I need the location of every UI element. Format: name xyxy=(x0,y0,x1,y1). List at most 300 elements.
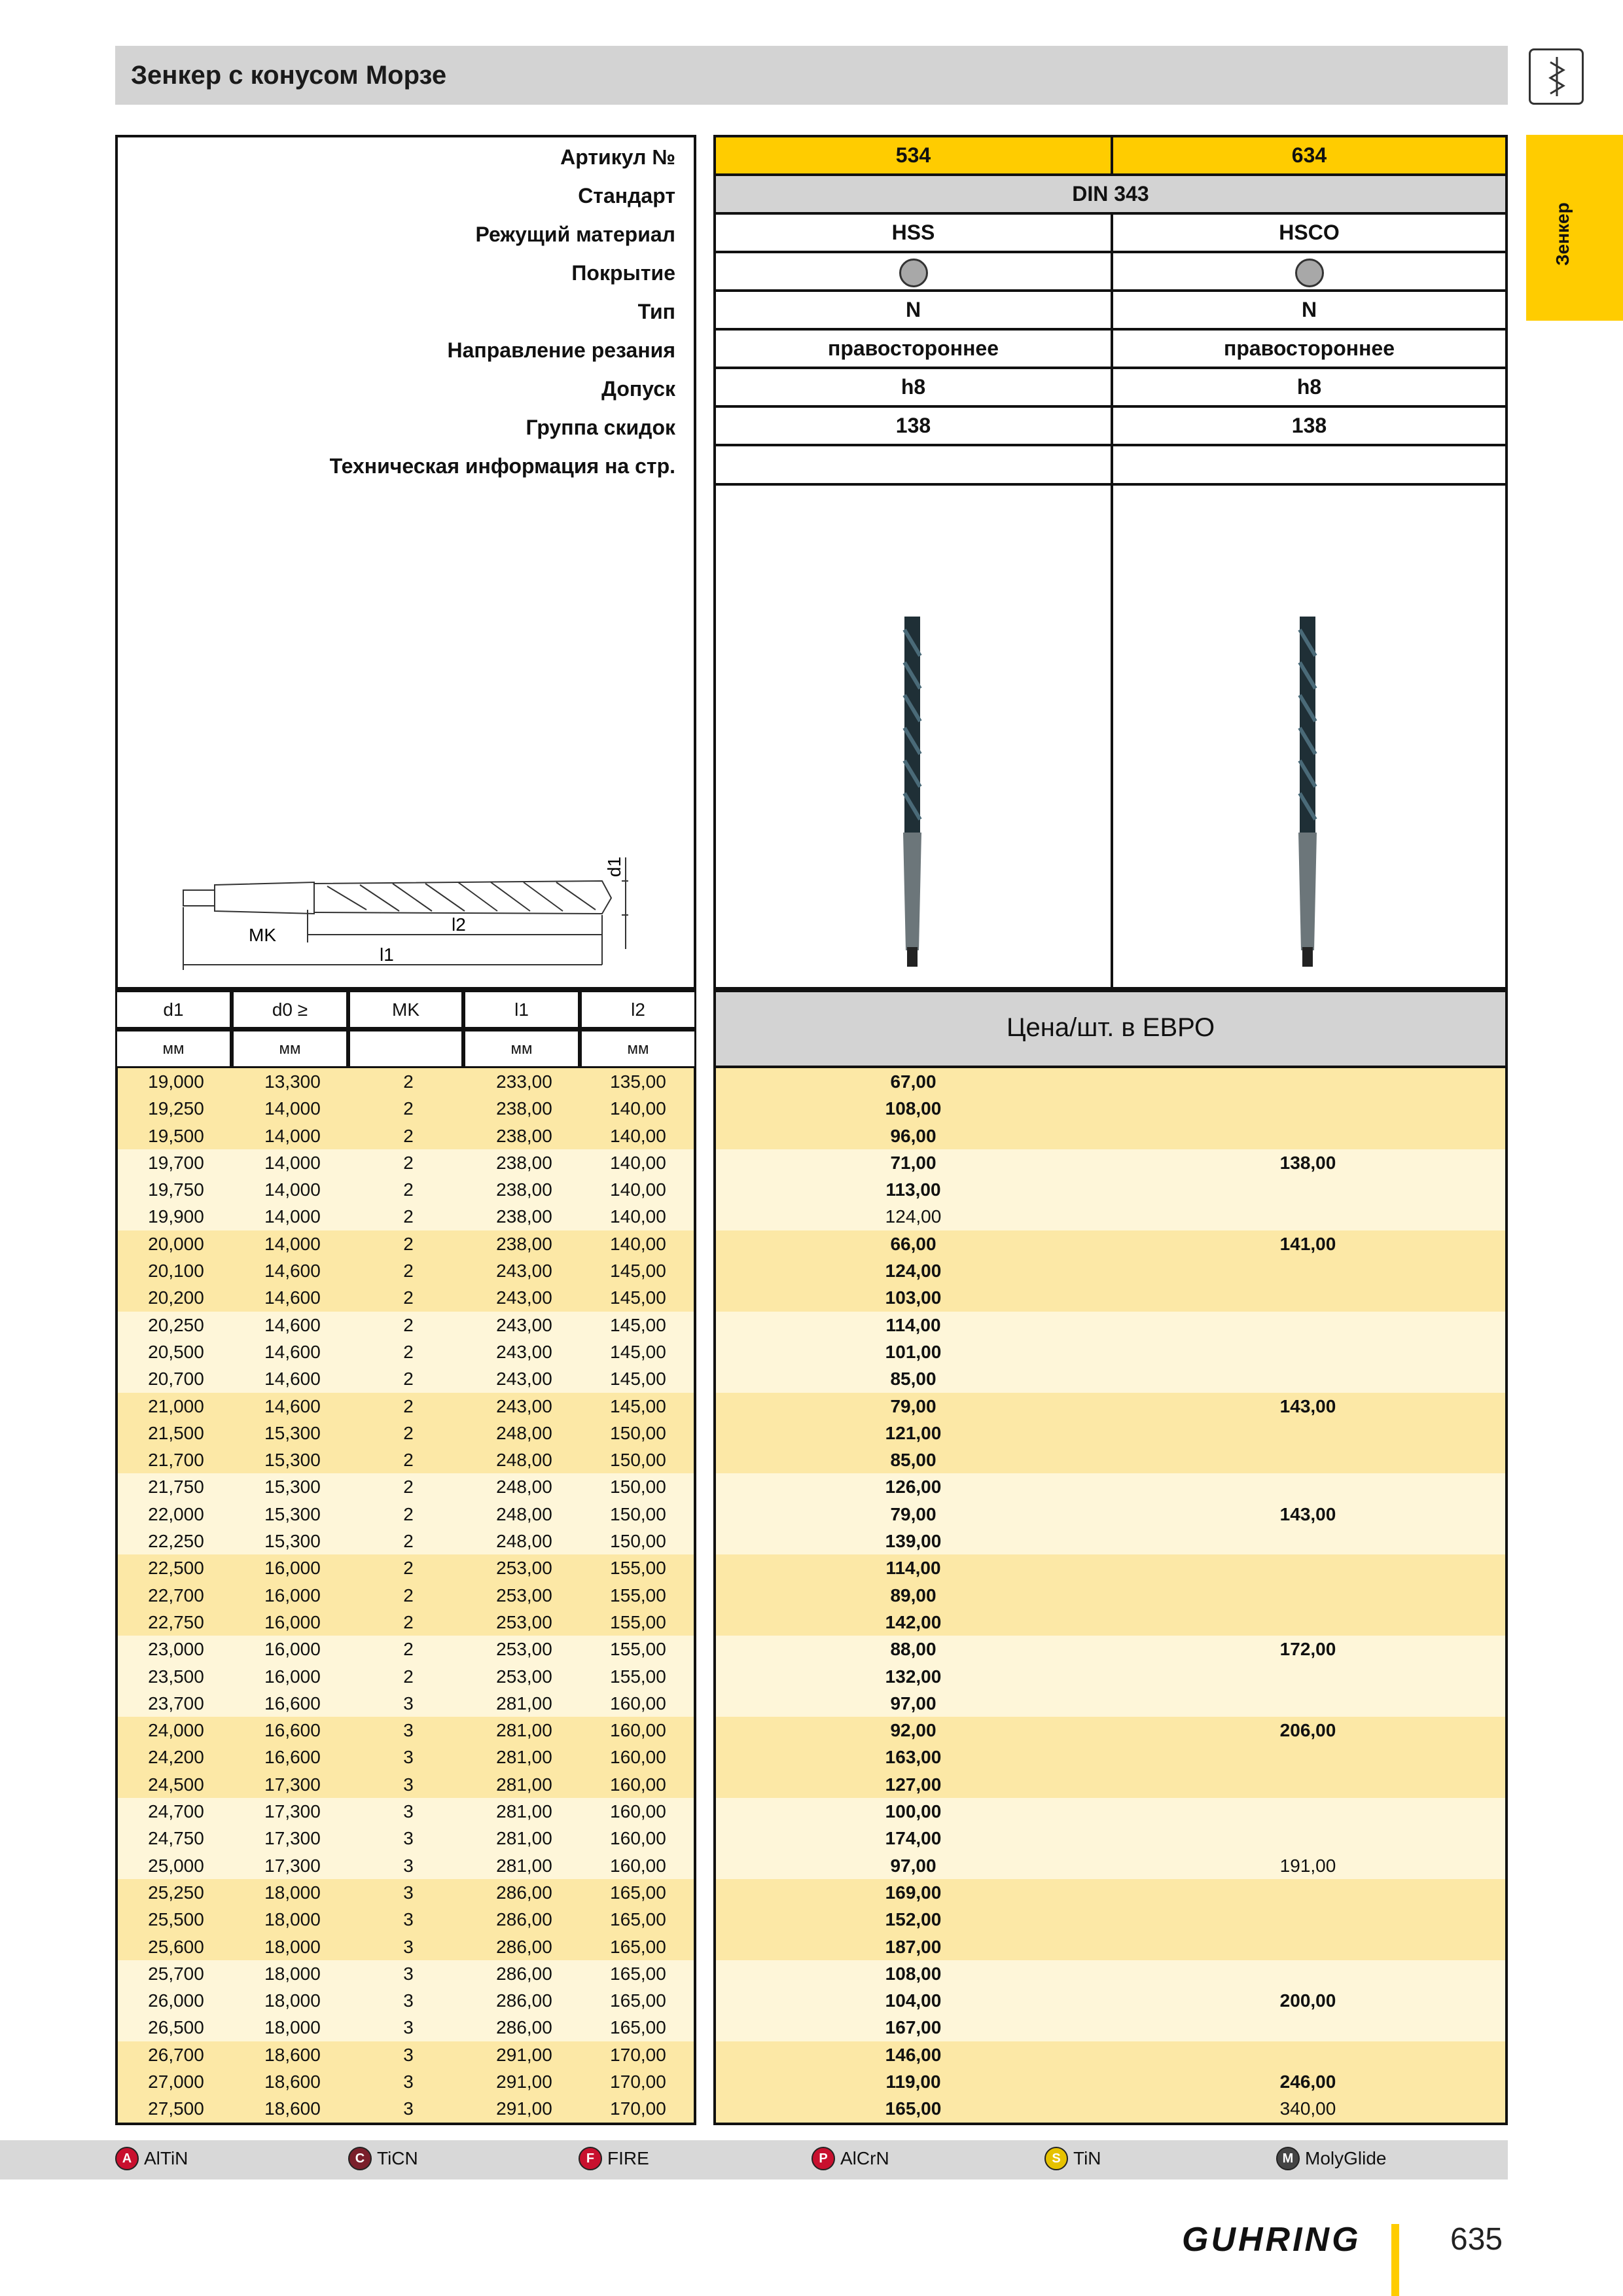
coating-label: TiCN xyxy=(377,2148,418,2168)
table-cell: 3 xyxy=(403,1963,414,1984)
unit-l1: мм xyxy=(463,1029,580,1068)
direction-634: правостороннее xyxy=(1113,331,1505,369)
table-row xyxy=(118,2095,694,2122)
article-634[interactable]: 634 xyxy=(1113,137,1505,176)
table-cell: 291,00 xyxy=(496,2098,552,2119)
table-cell: 2 xyxy=(403,1503,414,1524)
label-type: Тип xyxy=(637,300,675,323)
coating-alcrn xyxy=(812,2147,889,2170)
table-cell: 24,500 xyxy=(148,1774,204,1795)
table-cell: 22,750 xyxy=(148,1611,204,1632)
price-634[interactable]: 191,00 xyxy=(1279,1855,1336,1876)
price-534[interactable]: 71,00 xyxy=(890,1152,936,1173)
table-cell: 155,00 xyxy=(610,1558,666,1579)
table-cell: 21,000 xyxy=(148,1395,204,1416)
table-cell: 2 xyxy=(403,1531,414,1552)
table-cell: 248,00 xyxy=(496,1531,552,1552)
price-534[interactable]: 187,00 xyxy=(885,1936,942,1957)
price-634[interactable]: 206,00 xyxy=(1279,1720,1336,1741)
table-cell: 14,000 xyxy=(264,1206,321,1227)
table-cell: 281,00 xyxy=(496,1747,552,1768)
table-cell: 21,700 xyxy=(148,1450,204,1471)
table-cell: 281,00 xyxy=(496,1801,552,1822)
price-634[interactable]: 143,00 xyxy=(1279,1503,1336,1524)
label-coating: Покрытие xyxy=(571,261,675,285)
table-cell: 281,00 xyxy=(496,1720,552,1741)
table-cell: 145,00 xyxy=(610,1341,666,1362)
table-cell: 3 xyxy=(403,2071,414,2092)
price-row xyxy=(716,2095,1505,2122)
table-cell: 16,000 xyxy=(264,1611,321,1632)
table-cell: 27,000 xyxy=(148,2071,204,2092)
drawing-label-l1: l1 xyxy=(380,944,394,965)
table-cell: 165,00 xyxy=(610,2017,666,2038)
header-d0: d0 ≥ xyxy=(232,990,348,1029)
price-row xyxy=(716,1203,1505,1230)
table-row xyxy=(118,1068,694,1095)
material-634: HSCO xyxy=(1113,215,1505,253)
price-row xyxy=(716,1636,1505,1662)
table-cell: 160,00 xyxy=(610,1801,666,1822)
price-534[interactable]: 89,00 xyxy=(890,1585,936,1605)
price-534[interactable]: 85,00 xyxy=(890,1369,936,1390)
image-divider xyxy=(1111,486,1113,987)
price-534[interactable]: 142,00 xyxy=(885,1611,942,1632)
discount-534: 138 xyxy=(716,408,1113,446)
table-cell: 18,000 xyxy=(264,1936,321,1957)
price-row xyxy=(716,2068,1505,2095)
table-row xyxy=(118,2014,694,2041)
table-row xyxy=(118,1230,694,1257)
countersink-534-image xyxy=(893,617,932,970)
price-row xyxy=(716,1609,1505,1636)
table-cell: 18,000 xyxy=(264,1882,321,1903)
page-number: 635 xyxy=(1450,2222,1503,2257)
table-cell: 24,700 xyxy=(148,1801,204,1822)
table-cell: 27,500 xyxy=(148,2098,204,2119)
table-cell: 145,00 xyxy=(610,1261,666,1282)
table-cell: 16,000 xyxy=(264,1558,321,1579)
table-cell: 14,600 xyxy=(264,1287,321,1308)
table-row xyxy=(118,1933,694,1960)
table-row xyxy=(118,2041,694,2068)
coating-534 xyxy=(716,253,1113,292)
price-534[interactable]: 163,00 xyxy=(885,1747,942,1768)
price-534[interactable]: 96,00 xyxy=(890,1125,936,1146)
price-534[interactable]: 132,00 xyxy=(885,1666,942,1687)
price-row xyxy=(716,1473,1505,1500)
price-534[interactable]: 67,00 xyxy=(890,1071,936,1092)
price-row xyxy=(716,1879,1505,1906)
price-534[interactable]: 101,00 xyxy=(885,1341,942,1362)
table-cell: 3 xyxy=(403,2044,414,2065)
price-534[interactable]: 152,00 xyxy=(885,1909,942,1930)
price-534[interactable]: 169,00 xyxy=(885,1882,942,1903)
table-cell: 17,300 xyxy=(264,1801,321,1822)
table-cell: 14,600 xyxy=(264,1261,321,1282)
price-row xyxy=(716,1528,1505,1554)
price-row xyxy=(716,1176,1505,1203)
table-cell: 3 xyxy=(403,1747,414,1768)
price-row xyxy=(716,1690,1505,1717)
coating-legend xyxy=(0,2140,1508,2179)
coating-label: AlCrN xyxy=(840,2148,889,2168)
table-row xyxy=(118,1717,694,1744)
price-534[interactable]: 97,00 xyxy=(890,1855,936,1876)
table-cell: 3 xyxy=(403,1774,414,1795)
price-634[interactable]: 141,00 xyxy=(1279,1233,1336,1254)
coating-label: FIRE xyxy=(607,2148,649,2168)
table-cell: 15,300 xyxy=(264,1422,321,1443)
price-534[interactable]: 114,00 xyxy=(885,1314,941,1335)
table-cell: 14,600 xyxy=(264,1369,321,1390)
drawing-label-mk: MK xyxy=(249,925,276,945)
price-row xyxy=(716,1906,1505,1933)
table-cell: 3 xyxy=(403,1720,414,1741)
tool-technical-drawing xyxy=(170,831,641,982)
drawing-label-l2: l2 xyxy=(452,914,466,935)
table-row xyxy=(118,1798,694,1825)
price-534[interactable]: 124,00 xyxy=(885,1261,942,1282)
table-cell: 25,500 xyxy=(148,1909,204,1930)
table-cell: 22,250 xyxy=(148,1531,204,1552)
table-cell: 20,000 xyxy=(148,1233,204,1254)
discount-634: 138 xyxy=(1113,408,1505,446)
price-634[interactable]: 172,00 xyxy=(1279,1639,1336,1660)
table-cell: 170,00 xyxy=(610,2044,666,2065)
table-cell: 3 xyxy=(403,2017,414,2038)
table-cell: 24,750 xyxy=(148,1828,204,1849)
table-cell: 155,00 xyxy=(610,1611,666,1632)
table-cell: 155,00 xyxy=(610,1585,666,1605)
type-534: N xyxy=(716,292,1113,331)
table-cell: 17,300 xyxy=(264,1828,321,1849)
price-534[interactable]: 100,00 xyxy=(885,1801,942,1822)
table-cell: 248,00 xyxy=(496,1450,552,1471)
table-cell: 145,00 xyxy=(610,1314,666,1335)
table-cell: 14,000 xyxy=(264,1179,321,1200)
table-cell: 14,000 xyxy=(264,1098,321,1119)
table-cell: 233,00 xyxy=(496,1071,552,1092)
table-cell: 22,500 xyxy=(148,1558,204,1579)
table-cell: 18,000 xyxy=(264,1990,321,2011)
table-cell: 253,00 xyxy=(496,1558,552,1579)
price-534[interactable]: 127,00 xyxy=(885,1774,942,1795)
table-row xyxy=(118,1554,694,1581)
price-534[interactable]: 126,00 xyxy=(885,1477,942,1498)
table-cell: 2 xyxy=(403,1422,414,1443)
table-cell: 18,000 xyxy=(264,1909,321,1930)
table-cell: 243,00 xyxy=(496,1287,552,1308)
price-row xyxy=(716,1393,1505,1420)
table-cell: 253,00 xyxy=(496,1666,552,1687)
price-row xyxy=(716,1501,1505,1528)
price-534[interactable]: 113,00 xyxy=(885,1179,941,1200)
article-534[interactable]: 534 xyxy=(716,137,1113,176)
price-rows xyxy=(713,1068,1508,2125)
fire-icon: F xyxy=(579,2147,602,2170)
table-cell: 19,250 xyxy=(148,1098,204,1119)
table-cell: 16,600 xyxy=(264,1720,321,1741)
table-cell: 20,250 xyxy=(148,1314,204,1335)
unit-d1: мм xyxy=(115,1029,232,1068)
table-row xyxy=(118,1095,694,1122)
table-cell: 14,600 xyxy=(264,1395,321,1416)
header-d1: d1 xyxy=(115,990,232,1029)
molyglide-icon: M xyxy=(1276,2147,1300,2170)
direction-534: правостороннее xyxy=(716,331,1113,369)
standard-cell: DIN 343 xyxy=(716,176,1505,215)
material-534: HSS xyxy=(716,215,1113,253)
price-534[interactable]: 165,00 xyxy=(885,2098,942,2119)
price-534[interactable]: 88,00 xyxy=(890,1639,936,1660)
table-cell: 150,00 xyxy=(610,1450,666,1471)
table-cell: 25,700 xyxy=(148,1963,204,1984)
table-cell: 24,200 xyxy=(148,1747,204,1768)
table-row xyxy=(118,1338,694,1365)
table-cell: 170,00 xyxy=(610,2071,666,2092)
table-cell: 25,250 xyxy=(148,1882,204,1903)
table-cell: 2 xyxy=(403,1233,414,1254)
table-cell: 253,00 xyxy=(496,1585,552,1605)
table-cell: 2 xyxy=(403,1206,414,1227)
table-cell: 2 xyxy=(403,1477,414,1498)
table-cell: 3 xyxy=(403,1693,414,1713)
table-cell: 14,600 xyxy=(264,1341,321,1362)
side-tab[interactable] xyxy=(1526,135,1623,321)
table-cell: 23,500 xyxy=(148,1666,204,1687)
dimension-rows xyxy=(115,1068,696,2125)
price-534[interactable]: 97,00 xyxy=(890,1693,936,1713)
table-cell: 140,00 xyxy=(610,1206,666,1227)
table-cell: 2 xyxy=(403,1369,414,1390)
label-direction: Направление резания xyxy=(447,338,675,362)
table-cell: 19,700 xyxy=(148,1152,204,1173)
side-tab-label: Зенкер xyxy=(1552,202,1573,266)
price-534[interactable]: 174,00 xyxy=(885,1828,942,1849)
table-row xyxy=(118,1420,694,1446)
table-cell: 145,00 xyxy=(610,1369,666,1390)
table-cell: 23,700 xyxy=(148,1693,204,1713)
table-cell: 21,750 xyxy=(148,1477,204,1498)
label-standard: Стандарт xyxy=(578,184,675,207)
price-534[interactable]: 79,00 xyxy=(890,1395,936,1416)
table-row xyxy=(118,1987,694,2014)
techinfo-534[interactable] xyxy=(716,446,1113,486)
product-images xyxy=(716,486,1505,987)
table-row xyxy=(118,1879,694,1906)
table-row xyxy=(118,1203,694,1230)
table-cell: 165,00 xyxy=(610,1936,666,1957)
techinfo-634[interactable] xyxy=(1113,446,1505,486)
table-cell: 140,00 xyxy=(610,1233,666,1254)
price-row xyxy=(716,1122,1505,1149)
table-cell: 253,00 xyxy=(496,1611,552,1632)
price-row xyxy=(716,1987,1505,2014)
table-cell: 140,00 xyxy=(610,1125,666,1146)
label-tech-info: Техническая информация на стр. xyxy=(329,454,675,478)
brand-logo: GUHRING xyxy=(1182,2221,1361,2259)
table-cell: 3 xyxy=(403,1801,414,1822)
table-cell: 286,00 xyxy=(496,1990,552,2011)
table-row xyxy=(118,1960,694,1987)
table-cell: 150,00 xyxy=(610,1477,666,1498)
price-534[interactable]: 92,00 xyxy=(890,1720,936,1741)
type-634: N xyxy=(1113,292,1505,331)
price-row xyxy=(716,1744,1505,1770)
table-cell: 160,00 xyxy=(610,1855,666,1876)
table-cell: 2 xyxy=(403,1639,414,1660)
table-cell: 248,00 xyxy=(496,1503,552,1524)
table-row xyxy=(118,1312,694,1338)
table-cell: 248,00 xyxy=(496,1422,552,1443)
table-row xyxy=(118,1582,694,1609)
price-534[interactable]: 79,00 xyxy=(890,1503,936,1524)
table-cell: 2 xyxy=(403,1666,414,1687)
table-cell: 16,000 xyxy=(264,1666,321,1687)
price-header-label: Цена/шт. в ЕВРО xyxy=(1006,1013,1215,1042)
table-cell: 19,900 xyxy=(148,1206,204,1227)
coating-label: AlTiN xyxy=(144,2148,188,2168)
table-cell: 281,00 xyxy=(496,1828,552,1849)
label-tolerance: Допуск xyxy=(601,377,675,401)
table-cell: 3 xyxy=(403,1855,414,1876)
table-cell: 248,00 xyxy=(496,1477,552,1498)
table-cell: 22,000 xyxy=(148,1503,204,1524)
label-discount-group: Группа скидок xyxy=(526,416,675,439)
table-cell: 18,000 xyxy=(264,1963,321,1984)
table-cell: 15,300 xyxy=(264,1477,321,1498)
table-cell: 140,00 xyxy=(610,1179,666,1200)
price-534[interactable]: 119,00 xyxy=(885,2071,941,2092)
price-534[interactable]: 114,00 xyxy=(885,1558,941,1579)
price-row xyxy=(716,1717,1505,1744)
unit-l2: мм xyxy=(580,1029,696,1068)
table-row xyxy=(118,1473,694,1500)
table-cell: 2 xyxy=(403,1395,414,1416)
table-cell: 286,00 xyxy=(496,1963,552,1984)
table-row xyxy=(118,1149,694,1176)
table-cell: 16,000 xyxy=(264,1639,321,1660)
table-cell: 165,00 xyxy=(610,1963,666,1984)
price-634[interactable]: 138,00 xyxy=(1279,1152,1336,1173)
table-cell: 18,600 xyxy=(264,2071,321,2092)
price-534[interactable]: 108,00 xyxy=(885,1098,942,1119)
price-534[interactable]: 104,00 xyxy=(885,1990,942,2011)
price-534[interactable]: 85,00 xyxy=(890,1450,936,1471)
price-534[interactable]: 108,00 xyxy=(885,1963,942,1984)
table-cell: 2 xyxy=(403,1179,414,1200)
uncoated-icon xyxy=(899,259,928,287)
table-row xyxy=(118,1365,694,1392)
table-cell: 291,00 xyxy=(496,2071,552,2092)
price-row xyxy=(716,1420,1505,1446)
table-cell: 238,00 xyxy=(496,1179,552,1200)
table-cell: 2 xyxy=(403,1585,414,1605)
table-cell: 160,00 xyxy=(610,1828,666,1849)
table-cell: 150,00 xyxy=(610,1531,666,1552)
table-cell: 2 xyxy=(403,1071,414,1092)
price-534[interactable]: 167,00 xyxy=(885,2017,942,2038)
table-cell: 19,500 xyxy=(148,1125,204,1146)
table-cell: 2 xyxy=(403,1558,414,1579)
price-row xyxy=(716,1095,1505,1122)
table-cell: 18,000 xyxy=(264,2017,321,2038)
coating-altin xyxy=(115,2147,188,2170)
table-row xyxy=(118,1176,694,1203)
table-cell: 16,600 xyxy=(264,1747,321,1768)
price-634[interactable]: 143,00 xyxy=(1279,1395,1336,1416)
price-534[interactable]: 121,00 xyxy=(885,1422,942,1443)
price-634[interactable]: 340,00 xyxy=(1279,2098,1336,2119)
table-cell: 243,00 xyxy=(496,1395,552,1416)
label-article: Артикул № xyxy=(560,145,675,169)
price-row xyxy=(716,2041,1505,2068)
price-634[interactable]: 246,00 xyxy=(1279,2071,1336,2092)
table-row xyxy=(118,1609,694,1636)
table-cell: 150,00 xyxy=(610,1422,666,1443)
table-cell: 26,500 xyxy=(148,2017,204,2038)
coating-molyglide xyxy=(1276,2147,1386,2170)
price-534[interactable]: 66,00 xyxy=(890,1233,936,1254)
table-cell: 155,00 xyxy=(610,1666,666,1687)
title-bar xyxy=(115,46,1508,105)
coating-label: TiN xyxy=(1073,2148,1101,2168)
price-634[interactable]: 200,00 xyxy=(1279,1990,1336,2011)
coating-fire xyxy=(579,2147,649,2170)
table-cell: 16,000 xyxy=(264,1585,321,1605)
price-row xyxy=(716,1365,1505,1392)
table-cell: 150,00 xyxy=(610,1503,666,1524)
table-cell: 135,00 xyxy=(610,1071,666,1092)
table-cell: 19,000 xyxy=(148,1071,204,1092)
price-534[interactable]: 103,00 xyxy=(885,1287,942,1308)
spec-labels-panel xyxy=(115,135,696,990)
price-row xyxy=(716,1068,1505,1095)
price-row xyxy=(716,1582,1505,1609)
table-cell: 14,000 xyxy=(264,1125,321,1146)
table-cell: 25,600 xyxy=(148,1936,204,1957)
table-row xyxy=(118,1528,694,1554)
table-cell: 2 xyxy=(403,1611,414,1632)
table-row xyxy=(118,1501,694,1528)
table-row xyxy=(118,1663,694,1690)
price-row xyxy=(716,1149,1505,1176)
label-material: Режущий материал xyxy=(475,223,675,246)
table-cell: 281,00 xyxy=(496,1855,552,1876)
drawing-label-d1: d1 xyxy=(604,856,624,877)
table-cell: 160,00 xyxy=(610,1747,666,1768)
table-cell: 243,00 xyxy=(496,1314,552,1335)
table-cell: 2 xyxy=(403,1098,414,1119)
table-cell: 20,500 xyxy=(148,1341,204,1362)
table-row xyxy=(118,2068,694,2095)
price-534[interactable]: 146,00 xyxy=(885,2044,942,2065)
header-mk: MK xyxy=(348,990,463,1029)
tolerance-634: h8 xyxy=(1113,369,1505,408)
price-row xyxy=(716,1554,1505,1581)
price-row xyxy=(716,1257,1505,1284)
coating-634 xyxy=(1113,253,1505,292)
table-cell: 243,00 xyxy=(496,1369,552,1390)
table-cell: 238,00 xyxy=(496,1098,552,1119)
table-cell: 21,500 xyxy=(148,1422,204,1443)
table-cell: 238,00 xyxy=(496,1233,552,1254)
price-row xyxy=(716,1230,1505,1257)
table-cell: 2 xyxy=(403,1314,414,1335)
price-534[interactable]: 124,00 xyxy=(885,1206,942,1227)
price-534[interactable]: 139,00 xyxy=(885,1531,942,1552)
